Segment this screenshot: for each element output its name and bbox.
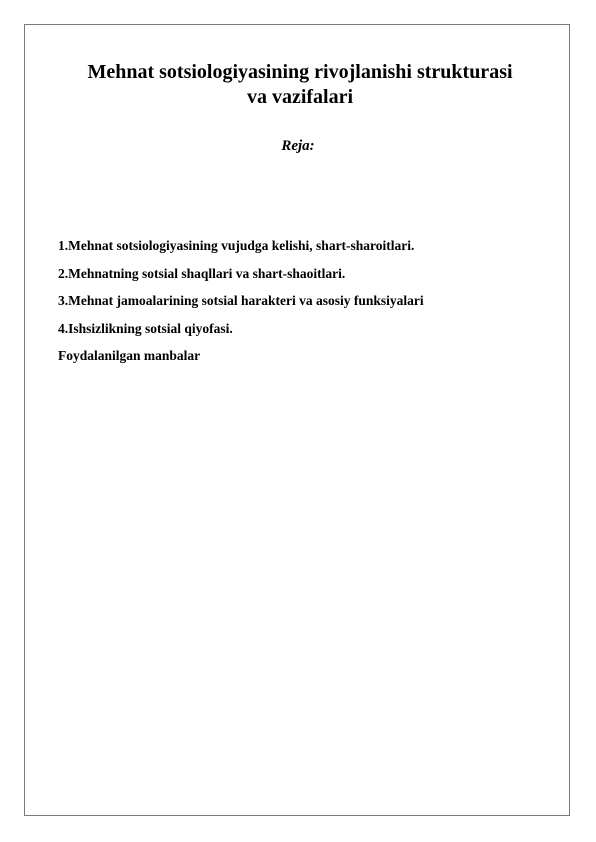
title-line-1: Mehnat sotsiologiyasining rivojlanishi strukturasi [87,61,513,83]
title-line-2: va vazifalari [246,86,354,108]
plan-item-4: 4.Ishsizlikning sotsial qiyofasi. [58,320,233,336]
plan-heading: Reja: [281,138,315,154]
plan-item-1: 1.Mehnat sotsiologiyasining vujudga kelishi, shart-sharoitlari. [58,238,415,253]
plan-item-references: Foydalanilgan manbalar [58,348,201,363]
plan-list [58,232,424,370]
document-title [30,60,570,110]
plan-item-3: 3.Mehnat jamoalarining sotsial harakteri va asosiy funksiyalari [58,293,424,308]
plan-item-2: 2.Mehnatning sotsial shaqllari va shart-shaoitlari. [58,265,346,281]
